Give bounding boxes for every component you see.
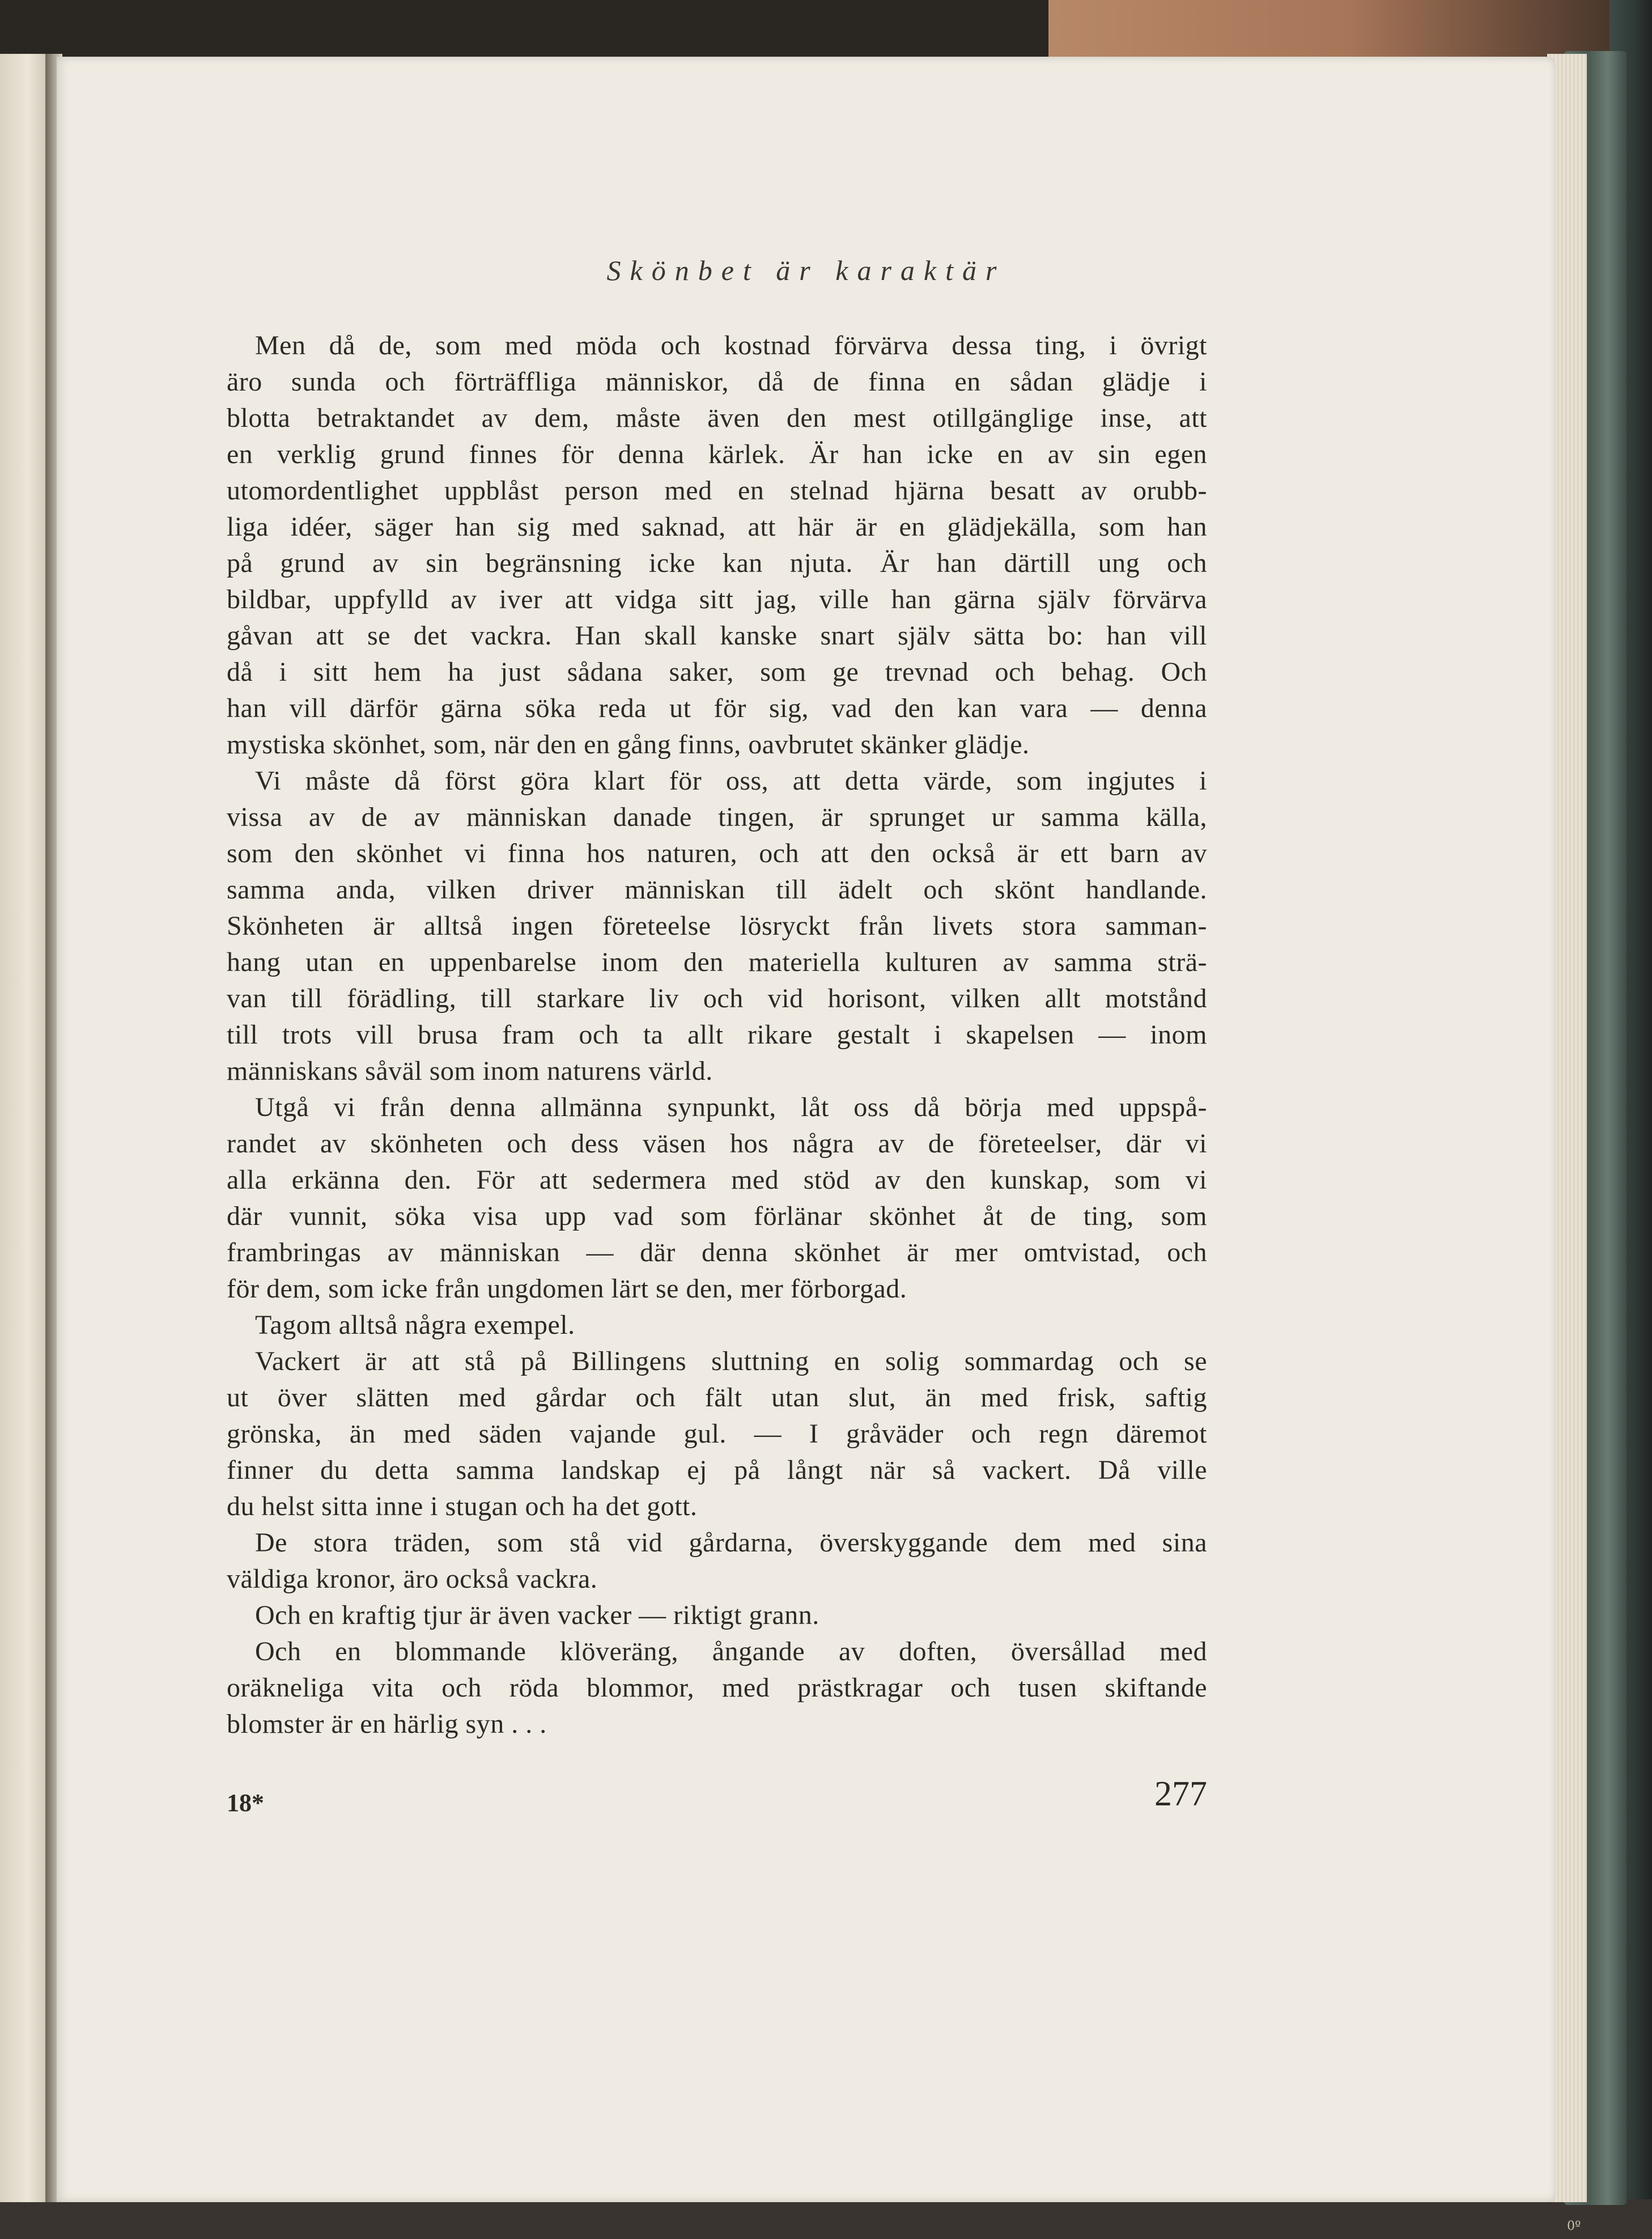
text-line: Men då de, som med möda och kostnad förvärva dessa ting, i övrigt — [255, 330, 1207, 361]
text-line: gåvan att se det vackra. Han skall kanske snart själv sätta bo: han vill — [227, 621, 1207, 651]
paragraph — [227, 1634, 1207, 1742]
text-line: blomster är en härlig syn . . . — [227, 1709, 547, 1739]
running-head: Skönbet är karaktär — [606, 255, 1006, 286]
text-line: en verklig grund finnes för denna kärlek. Är han icke en av sin egen — [227, 439, 1207, 469]
text-line: vissa av de av människan danade tingen, är sprunget ur samma källa, — [227, 802, 1207, 832]
text-line: Tagom alltså några exempel. — [255, 1310, 575, 1340]
text-line: då i sitt hem ha just sådana saker, som ge trevnad och behag. Och — [227, 657, 1207, 687]
text-line: liga idéer, säger han sig med saknad, att här är en glädjekälla, som han — [227, 512, 1207, 542]
text-line: samma anda, vilken driver människan till ädelt och skönt handlande. — [227, 875, 1207, 905]
text-line: Och en blommande klöveräng, ångande av doften, översållad med — [255, 1636, 1207, 1666]
text-line: De stora träden, som stå vid gårdarna, överskyggande dem med sina — [255, 1528, 1207, 1558]
text-line: Och en kraftig tjur är även vacker — riktigt grann. — [255, 1600, 819, 1630]
background-surface — [1048, 0, 1652, 62]
text-line: utomordentlighet uppblåst person med en stelnad hjärna besatt av orubb- — [227, 476, 1207, 506]
paragraph — [227, 1597, 1207, 1634]
background-floor — [0, 2199, 1652, 2239]
text-line: äro sunda och förträffliga människor, då de finna en sådan glädje i — [227, 367, 1207, 397]
text-line: väldiga kronor, äro också vackra. — [227, 1564, 598, 1594]
text-line: mystiska skönhet, som, när den en gång finns, oavbrutet skänker glädje. — [227, 730, 1030, 760]
paragraph — [227, 1525, 1207, 1597]
text-line: alla erkänna den. För att sedermera med stöd av den kunskap, som vi — [227, 1165, 1207, 1195]
text-line: för dem, som icke från ungdomen lärt se den, mer förborgad. — [227, 1274, 907, 1304]
text-line: frambringas av människan — där denna skönhet är mer omtvistad, och — [227, 1237, 1207, 1267]
body-text — [227, 328, 1207, 1742]
text-line: oräkneliga vita och röda blommor, med prästkragar och tusen skiftande — [227, 1673, 1207, 1703]
text-line: han vill därför gärna söka reda ut för sig, vad den kan vara — denna — [227, 693, 1207, 723]
text-line: Vi måste då först göra klart för oss, att detta värde, som ingjutes i — [255, 766, 1207, 796]
text-line: människans såväl som inom naturens värld. — [227, 1056, 713, 1086]
signature-mark: 18* — [227, 1789, 264, 1817]
text-line: van till förädling, till starkare liv och vid horisont, vilken allt motstånd — [227, 983, 1207, 1014]
text-line: bildbar, uppfylld av iver att vidga sitt jag, ville han gärna själv förvärva — [227, 584, 1207, 614]
facing-page-sliver — [0, 54, 51, 2202]
paragraph — [227, 1343, 1207, 1525]
text-line: du helst sitta inne i stugan och ha det gott. — [227, 1491, 698, 1521]
edge-mark: 0º — [1567, 2219, 1581, 2233]
paragraph — [227, 1089, 1207, 1307]
text-line: på grund av sin begränsning icke kan njuta. Är han därtill ung och — [227, 548, 1207, 578]
page-number: 277 — [1154, 1775, 1207, 1813]
text-line: som den skönhet vi finna hos naturen, och att den också är ett barn av — [227, 838, 1207, 868]
paragraph — [227, 1307, 1207, 1343]
paragraph — [227, 763, 1207, 1089]
paragraph — [227, 328, 1207, 763]
text-line: till trots vill brusa fram och ta allt rikare gestalt i skapelsen — inom — [227, 1020, 1207, 1050]
text-line: Vackert är att stå på Billingens sluttning en solig sommardag och se — [255, 1346, 1207, 1376]
text-line: grönska, än med säden vajande gul. — I gråväder och regn däremot — [227, 1419, 1207, 1449]
text-line: blotta betraktandet av dem, måste även den mest otillgänglige inse, att — [227, 403, 1207, 433]
text-line: randet av skönheten och dess väsen hos några av de företeelser, där vi — [227, 1129, 1207, 1159]
text-line: där vunnit, söka visa upp vad som förlänar skönhet åt de ting, som — [227, 1201, 1207, 1231]
text-line: finner du detta samma landskap ej på långt när så vackert. Då ville — [227, 1455, 1207, 1485]
text-line: ut över slätten med gårdar och fält utan slut, än med frisk, saftig — [227, 1383, 1207, 1413]
text-line: Utgå vi från denna allmänna synpunkt, låt oss då börja med uppspå- — [255, 1092, 1207, 1122]
text-line: hang utan en uppenbarelse inom den materiella kulturen av samma strä- — [227, 947, 1207, 977]
text-line: Skönheten är alltså ingen företeelse lösryckt från livets stora samman- — [227, 911, 1207, 941]
